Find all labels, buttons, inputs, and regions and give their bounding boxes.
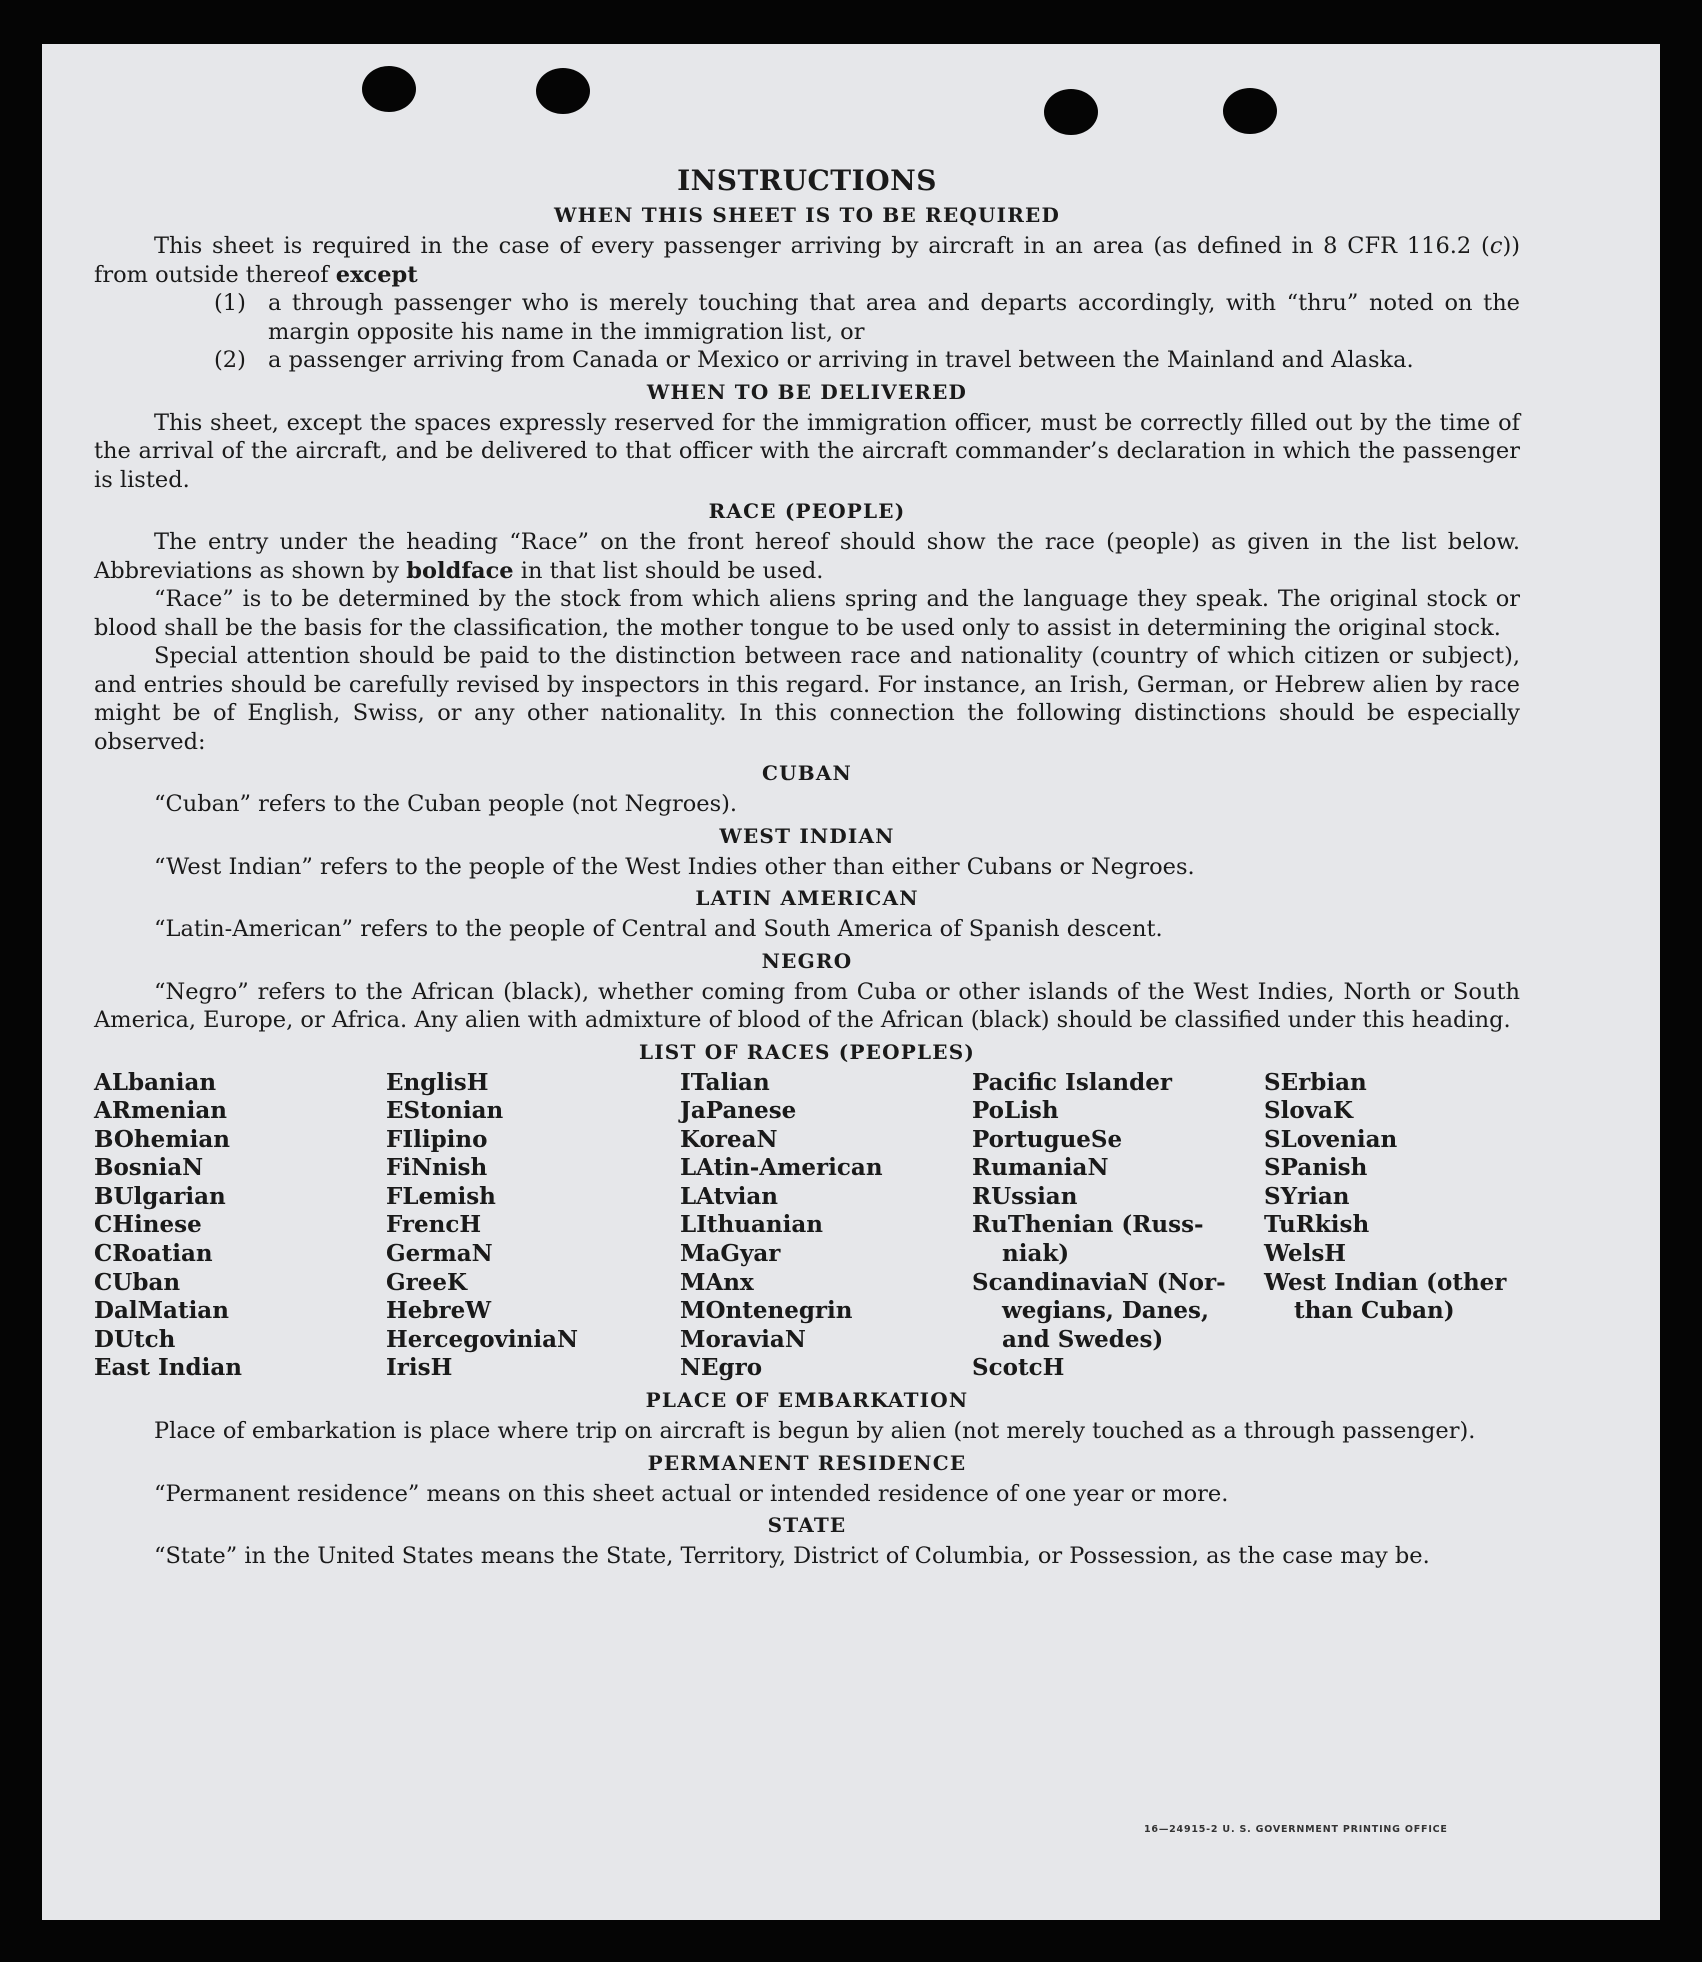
document-body [94, 164, 1520, 1571]
race-entry: LAtvian [680, 1182, 778, 1210]
embarkation-text: Place of embarkation is place where trip on aircraft is begun by alien (not merely touched as a through passenger). [154, 1418, 1476, 1445]
race-entry: PortugueSe [972, 1125, 1123, 1153]
punch-hole [362, 66, 416, 112]
when-delivered-text: This sheet, except the spaces expressly reserved for the immigration officer, must be correctly filled out by the time of the arrival of the aircraft, and be delivered to that officer with the aircraft commander’s declaration in which the passenger is listed. [94, 409, 1520, 493]
heading-when-delivered: WHEN TO BE DELIVERED [646, 379, 968, 404]
heading-latin-american: LATIN AMERICAN [695, 886, 919, 910]
race-entry: KoreaN [680, 1125, 778, 1153]
race-entry: ScandinaviaN (Nor- [972, 1268, 1226, 1296]
race-entry: RumaniaN [972, 1154, 1109, 1182]
race-entry: BOhemian [94, 1125, 230, 1153]
race-column [680, 1069, 972, 1384]
race-entry: FrencH [386, 1211, 482, 1239]
west-indian-text: “West Indian” refers to the people of the West Indies other than either Cubans or Negroes. [154, 853, 1195, 880]
race-entry: MOntenegrin [680, 1297, 853, 1325]
printing-office-note: 16—24915-2 U. S. GOVERNMENT PRINTING OFFICE [1144, 1824, 1448, 1835]
race-entry: than Cuban) [1294, 1297, 1455, 1325]
race-column [386, 1069, 680, 1384]
race-entry: niak) [1002, 1240, 1070, 1268]
race-entry: BosniaN [94, 1154, 204, 1182]
heading-race: RACE (PEOPLE) [708, 499, 906, 523]
cuban-text: “Cuban” refers to the Cuban people (not Negroes). [154, 791, 738, 817]
race-entry: BUlgarian [94, 1182, 226, 1210]
race-entry: EnglisH [386, 1068, 489, 1096]
race-entry: East Indian [94, 1354, 242, 1382]
race-entry: SLovenian [1264, 1125, 1398, 1153]
race-entry: SYrian [1264, 1182, 1350, 1210]
race-entry: wegians, Danes, [1002, 1297, 1209, 1325]
race-entry: SlovaK [1264, 1097, 1353, 1125]
race-column [1264, 1069, 1520, 1384]
race-entry: ITalian [680, 1068, 770, 1096]
heading-state: STATE [767, 1513, 847, 1538]
race-entry: JaPanese [680, 1097, 797, 1125]
heading-negro: NEGRO [761, 948, 853, 973]
exception-item: (2) a passenger arriving from Canada or Mexico or arriving in travel between the Mainland and Alaska. [214, 347, 1414, 373]
race-entry: TuRkish [1264, 1211, 1370, 1239]
race-entry: FIlipino [386, 1125, 488, 1153]
race-entry: and Swedes) [1002, 1325, 1164, 1353]
race-paragraph: “Race” is to be determined by the stock from which aliens spring and the language they speak. The original stock or blood shall be the basis for the classification, the mother tongue to be used only to assist in determining the original stock. [94, 586, 1520, 641]
race-entry: RUssian [972, 1182, 1078, 1210]
document-sheet [42, 44, 1660, 1920]
state-text: “State” in the United States means the State, Territory, District of Columbia, or Possession, as the case may be. [154, 1543, 1430, 1570]
race-entry: MAnx [680, 1268, 754, 1296]
race-entry: CUban [94, 1268, 181, 1296]
race-column [94, 1069, 386, 1384]
race-entry: GermaN [386, 1240, 493, 1268]
punch-hole [536, 68, 590, 114]
race-entry: HebreW [386, 1297, 492, 1325]
exception-item: (1) a through passenger who is merely touching that area and departs accordingly, with “thru” noted on the margin opposite his name in the immigration list, or [214, 290, 1520, 345]
latin-american-text: “Latin-American” refers to the people of Central and South America of Spanish descent. [154, 916, 1163, 942]
race-entry: RuThenian (Russ- [972, 1211, 1204, 1239]
page-title: INSTRUCTIONS [677, 164, 937, 197]
race-entry: SPanish [1264, 1154, 1368, 1182]
race-entry: DalMatian [94, 1297, 229, 1325]
race-entry: ARmenian [94, 1097, 228, 1125]
race-entry: FLemish [386, 1182, 496, 1210]
race-entry: MoraviaN [680, 1325, 806, 1353]
race-entry: ALbanian [94, 1068, 217, 1096]
race-entry: IrisH [386, 1354, 453, 1382]
heading-when-required: WHEN THIS SHEET IS TO BE REQUIRED [553, 203, 1061, 227]
heading-embarkation: PLACE OF EMBARKATION [645, 1388, 969, 1413]
heading-list-of-races: LIST OF RACES (PEOPLES) [638, 1039, 976, 1064]
negro-text: “Negro” refers to the African (black), whether coming from Cuba or other islands of the West Indies, North or South America, Europe, or Africa. Any alien with admixture of blood of the African (black) should be classified under this heading. [94, 978, 1520, 1033]
when-required-intro: This sheet is required in the case of every passenger arriving by aircraft in an area (as defined in 8 CFR 116.2 (c)) from outside thereof except [94, 233, 1520, 288]
race-entry: CRoatian [94, 1240, 213, 1268]
race-entry: SErbian [1264, 1068, 1367, 1096]
punch-hole [1044, 89, 1098, 135]
race-entry: PoLish [972, 1097, 1059, 1125]
race-paragraph: Special attention should be paid to the distinction between race and nationality (country of which citizen or subject), and entries should be carefully revised by inspectors in this regard. For instance, an Irish, German, or Hebrew alien by race might be of English, Swiss, or any other nationality. In this connection the following distinctions should be especially observed: [94, 643, 1520, 755]
residence-text: “Permanent residence” means on this sheet actual or intended residence of one year or more. [154, 1480, 1229, 1507]
race-entry: LIthuanian [680, 1211, 823, 1239]
race-entry: GreeK [386, 1268, 468, 1296]
race-column [972, 1069, 1264, 1384]
race-entry: DUtch [94, 1325, 176, 1353]
heading-cuban: CUBAN [761, 761, 853, 785]
heading-west-indian: WEST INDIAN [719, 823, 895, 848]
race-entry: West Indian (other [1264, 1268, 1507, 1296]
race-paragraph: The entry under the heading “Race” on the front hereof should show the race (people) as given in the list below. Abbreviations as shown by boldface in that list should be used. [94, 529, 1520, 584]
race-entry: LAtin-American [680, 1154, 883, 1182]
race-entry: HercegoviniaN [386, 1325, 579, 1353]
race-entry: FiNnish [386, 1154, 488, 1182]
heading-permanent-residence: PERMANENT RESIDENCE [647, 1450, 967, 1475]
race-entry: NEgro [680, 1354, 763, 1382]
race-entry: WelsH [1264, 1240, 1347, 1268]
race-entry: ScotcH [972, 1354, 1065, 1382]
race-entry: MaGyar [680, 1240, 781, 1268]
race-entry: Pacific Islander [972, 1068, 1172, 1096]
race-entry: EStonian [386, 1097, 504, 1125]
race-list [94, 1069, 1520, 1384]
race-entry: CHinese [94, 1211, 202, 1239]
punch-hole [1223, 88, 1277, 134]
